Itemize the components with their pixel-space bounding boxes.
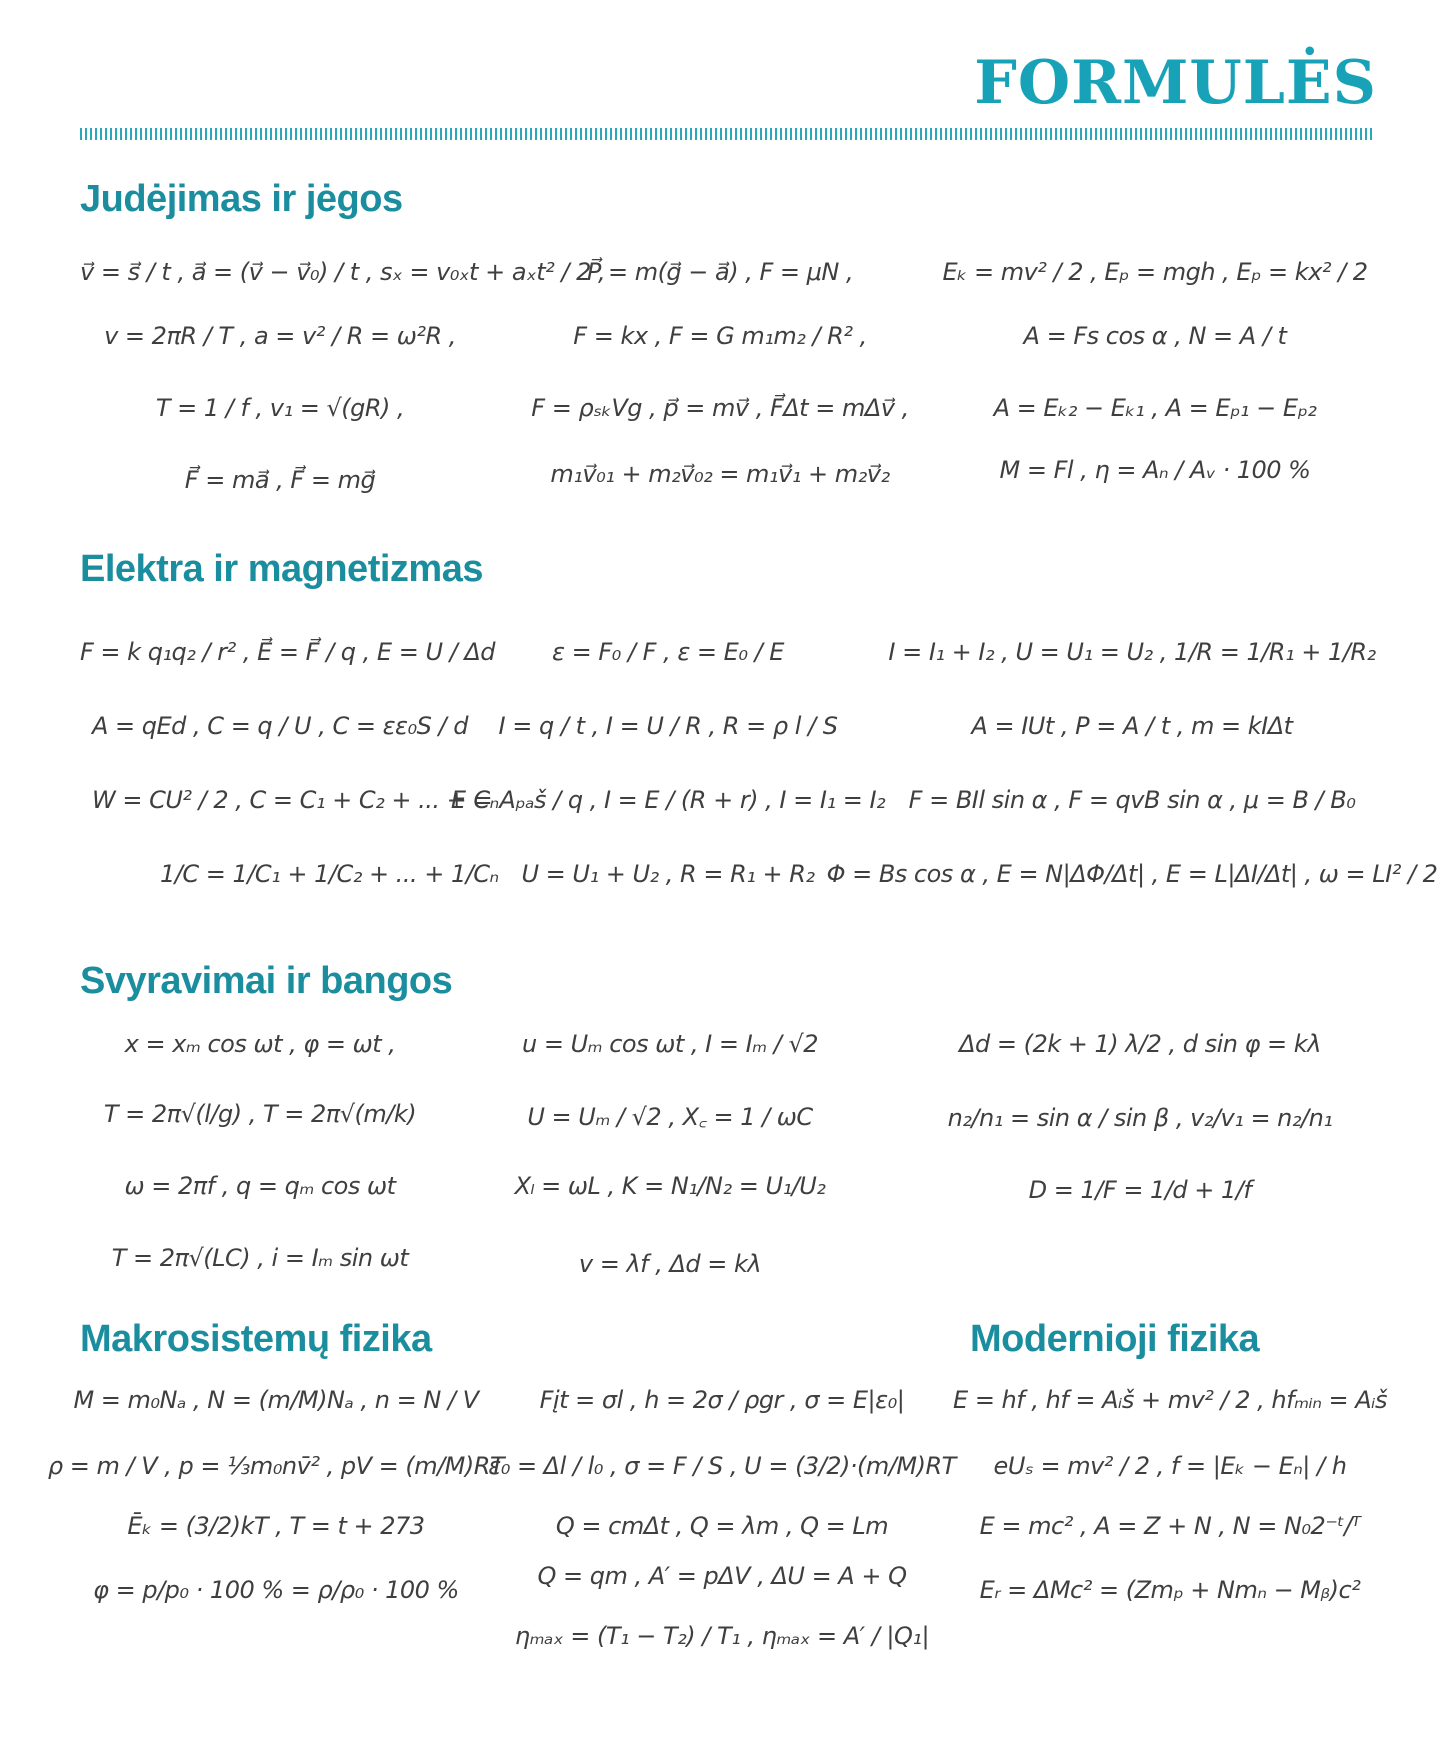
section-heading-oscillations-waves: Svyravimai ir bangos: [80, 960, 453, 1002]
formula-current-resistance: I = q / t , I = U / R , R = ρ l / S: [498, 712, 838, 740]
formula-photoelectric: E = hf , hf = Aᵢš + mv² / 2 , hfₘᵢₙ = Aᵢš: [953, 1386, 1387, 1414]
formula-capacitor-energy: W = CU² / 2 , C = C₁ + C₂ + ... + Cₙ: [92, 786, 499, 814]
formula-heat: Q = cmΔt , Q = λm , Q = Lm: [555, 1512, 889, 1540]
formula-molecular-quantities: M = m₀Nₐ , N = (m/M)Nₐ , n = N / V: [73, 1386, 479, 1414]
formula-work-capacitance: A = qEd , C = q / U , C = εε₀S / d: [92, 712, 468, 740]
formula-weight-friction: P⃗ = m(g⃗ − a⃗) , F = μN ,: [586, 258, 854, 286]
formula-mass-energy: E = mc² , A = Z + N , N = N₀2⁻ᵗ/ᵀ: [979, 1512, 1361, 1540]
formula-interference: Δd = (2k + 1) λ/2 , d sin φ = kλ: [959, 1030, 1321, 1058]
formula-elastic-gravitation: F = kx , F = G m₁m₂ / R² ,: [573, 322, 867, 350]
dotted-divider: [80, 128, 1373, 140]
formula-period-orbital-speed: T = 1 / f , v₁ = √(gR) ,: [155, 394, 405, 422]
formula-stopping-voltage: eUₛ = mv² / 2 , f = |Eₖ − Eₙ| / h: [993, 1452, 1347, 1480]
formula-parallel-circuit: I = I₁ + I₂ , U = U₁ = U₂ , 1/R = 1/R₁ + 1/R₂: [888, 638, 1376, 666]
formula-harmonic-motion: x = xₘ cos ωt , φ = ωt ,: [124, 1030, 396, 1058]
formula-gas-pressure: ρ = m / V , p = ⅓m₀nv̄² , pV = (m/M)RT: [47, 1452, 505, 1480]
formula-strain-stress: ε₀ = Δl / l₀ , σ = F / S , U = (3/2)·(m/M)RT: [488, 1452, 956, 1480]
formula-torque-efficiency: M = Fl , η = Aₙ / Aᵥ · 100 %: [999, 456, 1311, 484]
formula-work-power: A = Fs cos α , N = A / t: [1023, 322, 1287, 350]
formula-emf-series-current: E = Aₚₐš / q , I = E / (R + r) , I = I₁ = I₂: [450, 786, 886, 814]
section-heading-modern-physics: Modernioji fizika: [970, 1318, 1260, 1360]
formula-archimedes-momentum: F = ρₛₖVg , p⃗ = mv⃗ , F⃗Δt = mΔv⃗ ,: [531, 394, 909, 422]
formula-mean-kinetic-energy: Ēₖ = (3/2)kT , T = t + 273: [127, 1512, 425, 1540]
formula-newton-law: F⃗ = ma⃗ , F⃗ = mg⃗: [184, 466, 376, 494]
section-heading-motion-forces: Judėjimas ir jėgos: [80, 178, 403, 220]
formula-permittivity: ε = F₀ / F , ε = E₀ / E: [552, 638, 784, 666]
formula-electric-work-power: A = IUt , P = A / t , m = kIΔt: [971, 712, 1293, 740]
formula-inductive-reactance: Xₗ = ωL , K = N₁/N₂ = U₁/U₂: [514, 1172, 826, 1200]
formula-first-law: Q = qm , A′ = pΔV , ΔU = A + Q: [537, 1562, 907, 1590]
formula-refraction: n₂/n₁ = sin α / sin β , v₂/v₁ = n₂/n₁: [947, 1104, 1333, 1132]
formula-magnetic-force: F = BIl sin α , F = qvB sin α , μ = B / B₀: [908, 786, 1356, 814]
section-heading-electricity-magnetism: Elektra ir magnetizmas: [80, 548, 483, 590]
page-title: FORMULĖS: [974, 48, 1377, 118]
formula-work-energy: A = Eₖ₂ − Eₖ₁ , A = Eₚ₁ − Eₚ₂: [993, 394, 1317, 422]
formula-series-circuit: U = U₁ + U₂ , R = R₁ + R₂: [521, 860, 815, 888]
formula-momentum-conservation: m₁v⃗₀₁ + m₂v⃗₀₂ = m₁v⃗₁ + m₂v⃗₂: [550, 460, 890, 488]
formula-circular-motion: v = 2πR / T , a = v² / R = ω²R ,: [104, 322, 456, 350]
section-heading-macrosystems: Makrosistemų fizika: [80, 1318, 432, 1360]
formula-max-efficiency: ηₘₐₓ = (T₁ − T₂) / T₁ , ηₘₐₓ = A′ / |Q₁|: [514, 1622, 930, 1650]
formula-effective-voltage: U = Uₘ / √2 , X꜀ = 1 / ωC: [527, 1103, 813, 1131]
formula-series-capacitors: 1/C = 1/C₁ + 1/C₂ + ... + 1/Cₙ: [160, 860, 499, 888]
formula-relative-humidity: φ = p/p₀ · 100 % = ρ/ρ₀ · 100 %: [93, 1576, 459, 1604]
formula-angular-frequency-charge: ω = 2πf , q = qₘ cos ωt: [124, 1172, 396, 1200]
formula-surface-tension: Fįt = σl , h = 2σ / ρgr , σ = E|ε₀|: [539, 1386, 905, 1414]
formula-ac-voltage: u = Uₘ cos ωt , I = Iₘ / √2: [521, 1030, 819, 1058]
formula-pendulum-periods: T = 2π√(l/g) , T = 2π√(m/k): [103, 1100, 417, 1128]
formula-induction: Φ = Bs cos α , E = N|ΔΦ/Δt| , E = L|ΔI/Δt| , ω = LI² / 2: [826, 860, 1438, 888]
formula-lc-circuit: T = 2π√(LC) , i = Iₘ sin ωt: [111, 1244, 409, 1272]
formula-binding-energy: Eᵣ = ΔMc² = (Zmₚ + Nmₙ − Mᵦ)c²: [979, 1576, 1361, 1604]
formula-lens: D = 1/F = 1/d + 1/f: [1028, 1176, 1252, 1204]
formula-wave-speed: v = λf , Δd = kλ: [578, 1250, 762, 1278]
formula-velocity-acceleration: v⃗ = s⃗ / t , a⃗ = (v⃗ − v⃗₀) / t , sₓ = v₀ₓt + aₓt² / 2 ,: [80, 258, 606, 286]
formula-kinetic-potential-energy: Eₖ = mv² / 2 , Eₚ = mgh , Eₚ = kx² / 2: [942, 258, 1368, 286]
formula-coulomb-field: F = k q₁q₂ / r² , E⃗ = F⃗ / q , E = U / Δd: [80, 638, 496, 666]
